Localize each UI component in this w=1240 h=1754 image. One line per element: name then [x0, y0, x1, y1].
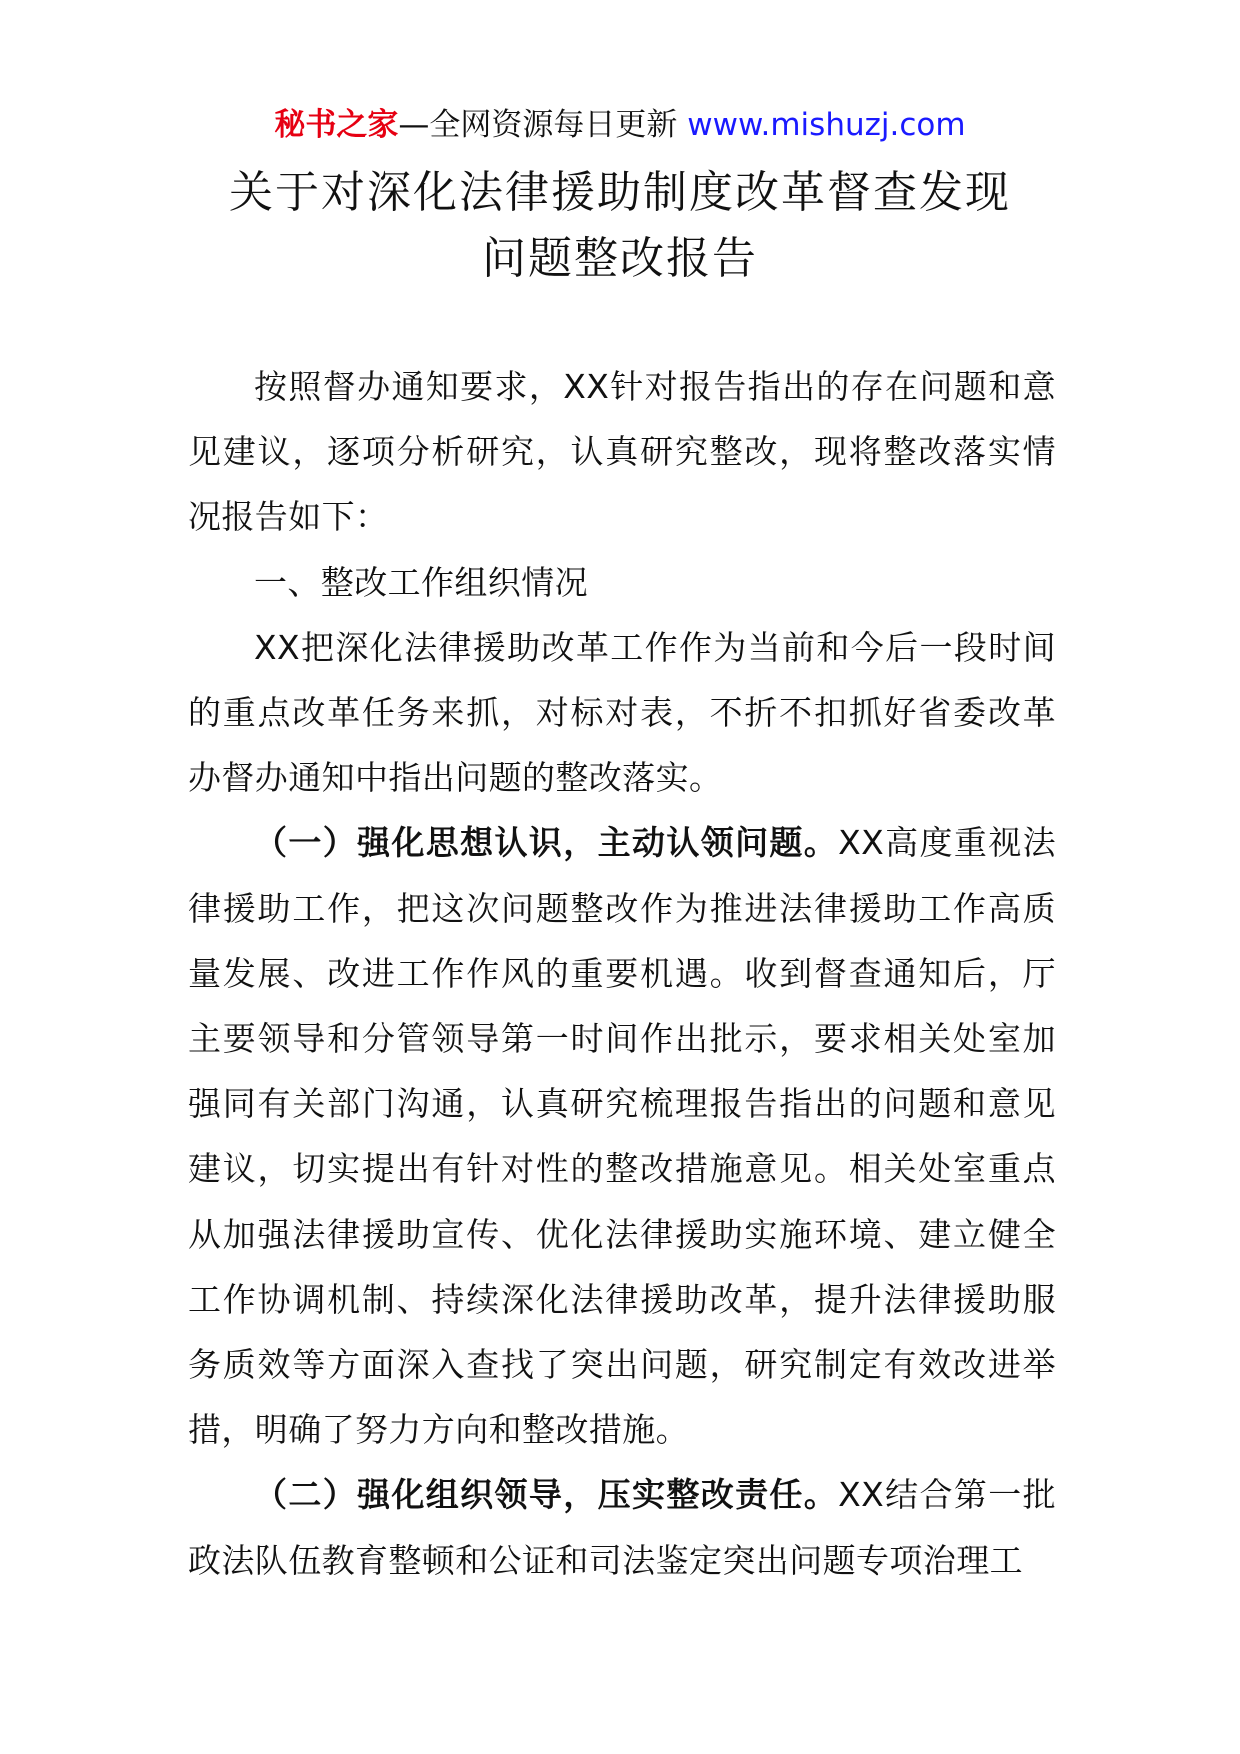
item-paragraph-1	[188, 810, 1056, 1462]
item-lead-2: （二）强化组织领导，压实整改责任。	[254, 1475, 839, 1515]
header-tagline: —全网资源每日更新	[398, 107, 688, 143]
site-url-link[interactable]: www.mishuzj.com	[687, 107, 966, 143]
document-body	[188, 354, 1056, 1593]
brand-name: 秘书之家	[274, 107, 399, 143]
title-line-1: 关于对深化法律援助制度改革督查发现	[229, 167, 1011, 218]
item-lead-1: （一）强化思想认识，主动认领问题。	[254, 823, 839, 863]
title-line-2: 问题整改报告	[482, 233, 758, 284]
item-text-2: XX结合第一批政法队伍教育整顿和公证和司法鉴定突出问题专项治理工	[188, 1475, 1056, 1580]
item-paragraph-2	[188, 1462, 1056, 1592]
site-header	[0, 100, 1240, 150]
item-text-1: XX高度重视法律援助工作，把这次问题整改作为推进法律援助工作高质量发展、改进工作作风的重要机遇。收到督查通知后，厅主要领导和分管领导第一时间作出批示，要求相关处室加强同有关部门沟通，认真研究梳理报告指出的问题和意见建议，切实提出有针对性的整改措施意见。相关处室重点从加强法律援助宣传、优化法律援助实施环境、建立健全工作协调机制、持续深化法律援助改革，提升法律援助服务质效等方面深入查找了突出问题，研究制定有效改进举措，明确了努力方向和整改措施。	[188, 823, 1056, 1450]
section-paragraph: XX把深化法律援助改革工作作为当前和今后一段时间的重点改革任务来抓，对标对表，不折不扣抓好省委改革办督办通知中指出问题的整改落实。	[188, 627, 1056, 798]
section-heading: 一、整改工作组织情况	[254, 562, 588, 602]
document-title	[100, 160, 1140, 292]
intro-paragraph: 按照督办通知要求，XX针对报告指出的存在问题和意见建议，逐项分析研究，认真研究整改，现将整改落实情况报告如下：	[188, 367, 1056, 537]
